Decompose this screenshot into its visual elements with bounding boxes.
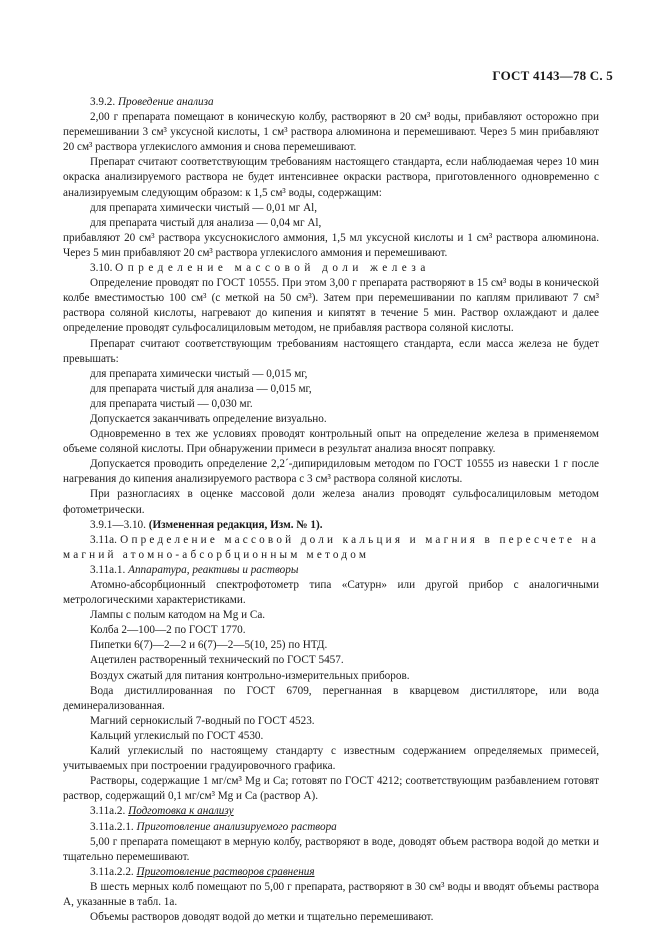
paragraph: Одновременно в тех же условиях проводят контрольный опыт на определение железа в применяемом объеме соляной кислоты. При обнаружении примеси в результат анализа вносят поправку. — [63, 428, 599, 456]
list-item: для препарата химически чистый — 0,015 мг, — [90, 367, 308, 380]
paragraph: В шесть мерных колб помещают по 5,00 г препарата, растворяют в 30 см³ воды и вводят объемы раствора А, указанные в табл. 1а. — [63, 880, 599, 908]
list-item: для препарата чистый для анализа — 0,015 мг, — [90, 382, 312, 395]
paragraph: Объемы растворов доводят водой до метки и тщательно перемешивают. — [90, 911, 434, 924]
section-heading — [63, 261, 599, 276]
paragraph: Ацетилен растворенный технический по ГОСТ 5457. — [90, 654, 344, 667]
amendment-note — [63, 518, 599, 533]
paragraph: Колба 2—100—2 по ГОСТ 1770. — [90, 624, 246, 637]
paragraph: Допускается заканчивать определение визуально. — [90, 412, 327, 425]
section-number: 3.11а.1. — [90, 563, 126, 576]
paragraph: Препарат считают соответствующим требованиям настоящего стандарта, если наблюдаемая через 10 мин окраска анализируемого раствора не будет интенсивнее окраски раствора, приготовленного одновременно с анализируемым следующим образом: к 1,5 см³ воды, содержащим: — [63, 156, 599, 199]
section-heading — [63, 533, 599, 563]
paragraph: При разногласиях в оценке массовой доли железа анализ проводят сульфосалициловым методом фотометрически. — [63, 488, 599, 516]
section-number: 3.11а. — [90, 533, 117, 546]
paragraph: Определение проводят по ГОСТ 10555. При этом 3,00 г препарата растворяют в 15 см³ воды в конической колбе вместимостью 100 см³ (с меткой на 50 см³). Затем при перемешивании по каплям приливают 7 см³ раствора соляной кислоты, нагревают до кипения и кипятят в течение 5 мин. Раствор охлаждают и далее определение проводят сульфосалициловым методом, не прибавляя раствора соляной кислоты. — [63, 277, 599, 335]
list-item: для препарата чистый для анализа — 0,04 мг Al, — [90, 216, 322, 229]
paragraph: Допускается проводить определение 2,2´-дипиридиловым методом по ГОСТ 10555 из навески 1 г после нагревания до кипения анализируемого раствора с 3 см³ раствора соляной кислоты. — [63, 458, 599, 486]
subsection-heading — [63, 804, 599, 819]
list-item: для препарата химически чистый — 0,01 мг Al, — [90, 201, 318, 214]
section-number: 3.10. — [90, 262, 113, 275]
section-title: Проведение анализа — [117, 96, 214, 108]
subsection-heading — [63, 820, 599, 835]
amendment-range: 3.9.1—3.10. — [90, 518, 146, 531]
section-title: Аппаратура, реактивы и растворы — [128, 563, 299, 576]
subsection-heading — [63, 563, 599, 578]
document-body — [63, 95, 599, 925]
paragraph: Воздух сжатый для питания контрольно-измерительных приборов. — [90, 669, 410, 682]
amendment-label: (Измененная редакция, Изм. № 1). — [148, 518, 323, 531]
paragraph: Препарат считают соответствующим требованиям настоящего стандарта, если масса железа не будет превышать: — [63, 337, 599, 365]
paragraph: Атомно-абсорбционный спектрофотометр типа «Сатурн» или другой прибор с аналогичными метрологическими характеристиками. — [63, 579, 599, 607]
paragraph: Пипетки 6(7)—2—2 и 6(7)—2—5(10, 25) по НТД. — [90, 639, 328, 652]
paragraph: 2,00 г препарата помещают в коническую колбу, растворяют в 20 см³ воды, прибавляют осторожно при перемешивании 3 см³ уксусной кислоты, 1 см³ раствора алюминона и перемешивают. Через 5 мин прибавляют 20 см³ раствора углекислого аммония и снова перемешивают. — [63, 111, 599, 154]
paragraph: Растворы, содержащие 1 мг/см³ Mg и Ca; готовят по ГОСТ 4212; соответствующим разбавлением готовят раствор, содержащий 0,1 мг/см³ Mg и Ca (раствор А). — [63, 775, 599, 803]
paragraph: Вода дистиллированная по ГОСТ 6709, перегнанная в кварцевом дистилляторе, или вода деминерализованная. — [63, 684, 599, 712]
section-heading — [63, 95, 599, 110]
list-item: для препарата чистый — 0,030 мг. — [90, 397, 253, 410]
paragraph: Лампы с полым катодом на Mg и Ca. — [90, 609, 266, 622]
section-title: Приготовление растворов сравнения — [136, 865, 315, 878]
section-number: 3.11а.2.2. — [90, 865, 134, 878]
paragraph: Магний сернокислый 7-водный по ГОСТ 4523. — [90, 714, 315, 727]
page-header: ГОСТ 4143—78 С. 5 — [492, 68, 613, 83]
section-number: 3.11а.2. — [90, 805, 126, 818]
section-title: Подготовка к анализу — [128, 805, 234, 818]
section-title: Определение массовой доли железа — [115, 262, 430, 275]
paragraph: прибавляют 20 см³ раствора уксуснокислого аммония, 1,5 мл уксусной кислоты и 1 см³ раствора алюминона. Через 5 мин прибавляют 20 см³ раствора углекислого аммония и перемешивают. — [63, 231, 599, 259]
paragraph: Кальций углекислый по ГОСТ 4530. — [90, 729, 264, 742]
section-number: 3.9.2. — [90, 96, 116, 108]
section-title: Определение массовой доли кальция и магния в пересчете на магний атомно-абсорбционным методом — [63, 533, 600, 561]
section-number: 3.11а.2.1. — [90, 820, 134, 833]
subsection-heading — [63, 865, 599, 880]
section-title: Приготовление анализируемого раствора — [136, 820, 337, 833]
paragraph: 5,00 г препарата помещают в мерную колбу, растворяют в воде, доводят объем раствора водой до метки и тщательно перемешивают. — [63, 835, 599, 863]
paragraph: Калий углекислый по настоящему стандарту с известным содержанием определяемых примесей, учитываемых при построении градуировочного графика. — [63, 745, 599, 773]
